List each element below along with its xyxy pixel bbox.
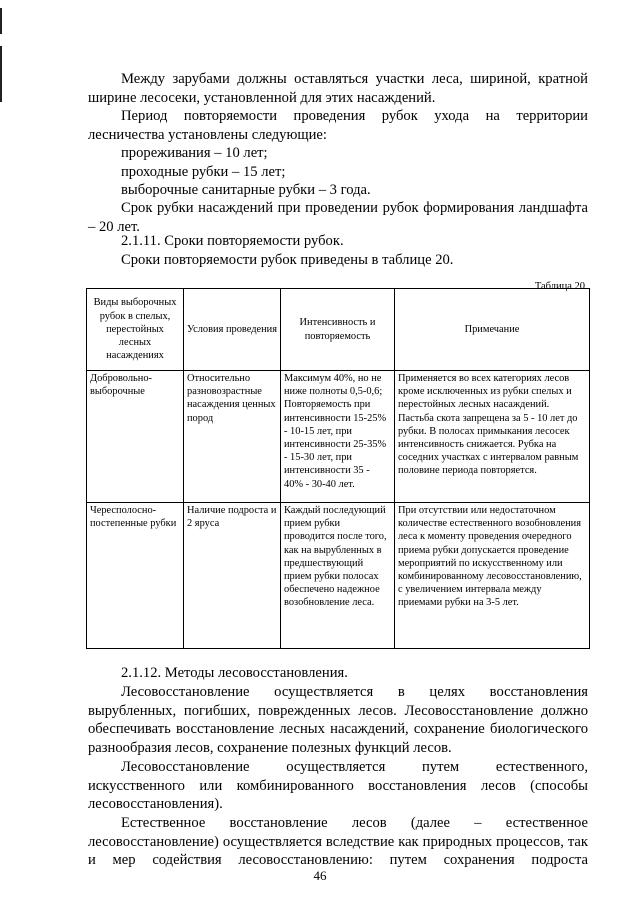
table-cell: Добровольно-выборочные [87,371,184,503]
period-item: проходные рубки – 15 лет; [121,164,286,180]
paragraph-strips: Между зарубами должны оставляться участки леса, шириной, кратной ширине лесосеки, установленной для этих насаждений. [88,71,588,106]
table-row [87,503,590,649]
section-heading: 2.1.12. Методы лесовосстановления. [121,665,348,681]
table-cell: При отсутствии или недостаточном количестве естественного возобновления леса к моменту проведения очередного приема рубки допускается проведение мероприятий по искусственному или комбинированному лесовосстановлению, с увеличением интервала между приемами рубки на 3-5 лет. [395,503,590,649]
table-cell: Каждый последующий прием рубки проводится после того, как на вырубленных в предшествующий прием рубки полосах обеспечено надежное возобновление леса. [281,503,395,649]
table-cell: Применяется во всех категориях лесов кроме исключенных из рубки спелых и перестойных лесных насаждений. Пастьба скота запрещена за 5 - 10 лет до рубки. В полосах примыкания лесосек интенсивность снижается. Рубка на соседних участках с интервалом равным половине периода повторяется. [395,371,590,503]
paragraph-natural: Естественное восстановление лесов (далее – естественное лесовосстановление) осуществляется вследствие как природных процессов, так и мер содействия лесовосстановлению: путем сохранения подроста [88,815,588,869]
table-row [87,371,590,503]
paragraph-reforestation: Лесовосстановление осуществляется в целях восстановления вырубленных, погибших, поврежденных лесов. Лесовосстановление должно обеспечивать восстановление лесных насаждений, сохранение биологического разнообразия лесов, сохранение полезных функций лесов. [88,684,588,756]
period-item: прореживания – 10 лет; [121,145,268,161]
table-cell: Относительно разновозрастные насаждения ценных пород [184,371,281,503]
column-header: Условия проведения [184,289,281,371]
column-header: Примечание [395,289,590,371]
table-reference: Сроки повторяемости рубок приведены в таблице 20. [121,252,454,268]
table-cell: Максимум 40%, но не ниже полноты 0,5-0,6; Повторяемость при интенсивности 15-25% - 10-15 лет, при интенсивности 25-35% - 15-30 лет, при интенсивности 35 - 40% - 30-40 лет. [281,371,395,503]
paragraph-landscape: Срок рубки насаждений при проведении рубок формирования ландшафта – 20 лет. [88,200,588,235]
column-header: Виды выборочных рубок в спелых, перестойных лесных насаждениях [87,289,184,371]
scan-edge-mark [0,8,2,34]
repetition-table [86,288,590,649]
paragraph-methods: Лесовосстановление осуществляется путем естественного, искусственного или комбинированного восстановления лесов (способы лесовосстановления). [88,759,588,813]
section-heading: 2.1.11. Сроки повторяемости рубок. [121,233,344,249]
table-cell: Наличие подроста и 2 яруса [184,503,281,649]
table-cell: Чересполосно-постепенные рубки [87,503,184,649]
scan-edge-mark [0,46,2,102]
column-header: Интенсивность и повторяемость [281,289,395,371]
table-caption: Таблица 20 [534,281,585,292]
period-item: выборочные санитарные рубки – 3 года. [121,182,371,198]
page-number: 46 [313,868,327,883]
table-header-row [87,289,590,371]
paragraph-period: Период повторяемости проведения рубок ухода на территории лесничества установлены следующие: [88,108,588,143]
